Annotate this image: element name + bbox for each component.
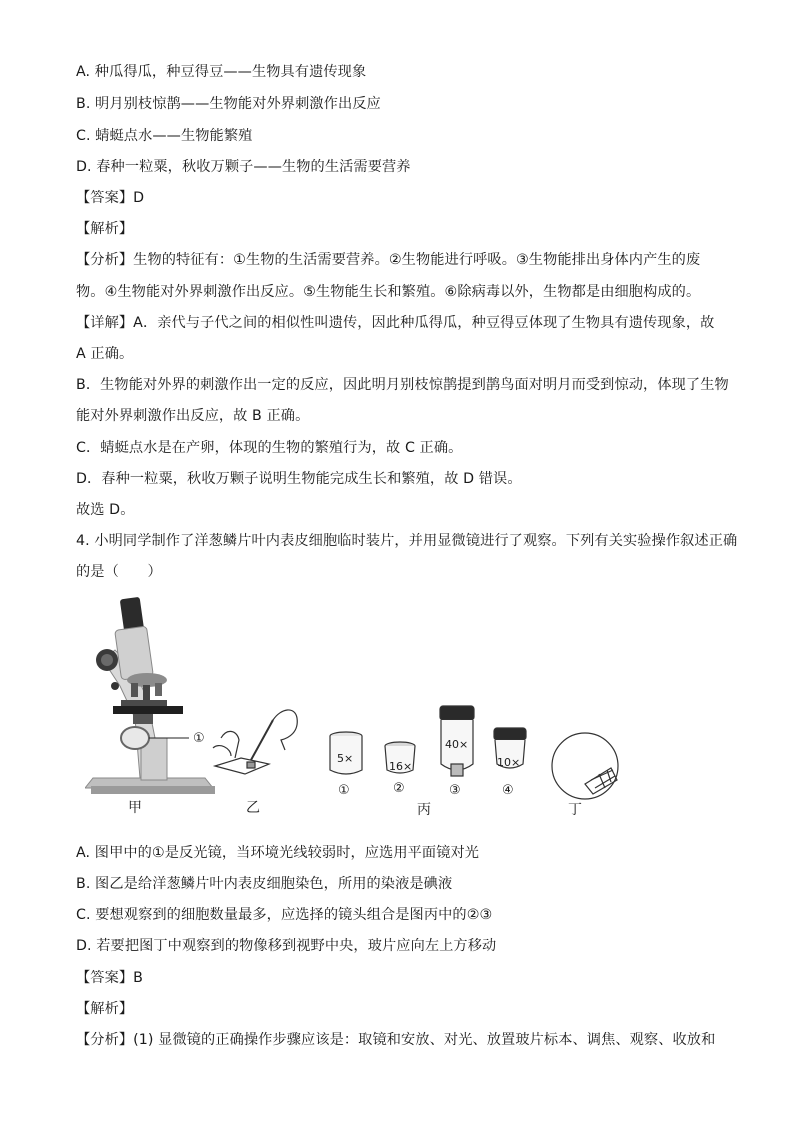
- q3-explanation-line: A 正确。: [76, 346, 134, 362]
- staining-illustration: [213, 710, 297, 774]
- q3-explanation-line: 能对外界刺激作出反应，故 B 正确。: [76, 408, 310, 424]
- q4-option-b: B. 图乙是给洋葱鳞片叶内表皮细胞染色，所用的染液是碘液: [76, 876, 453, 892]
- q4-option-d: D. 若要把图丁中观察到的物像移到视野中央，玻片应向左上方移动: [76, 938, 497, 954]
- lens-label: 40×: [445, 738, 469, 751]
- q4-analysis-label: 【解析】: [76, 1001, 134, 1017]
- q4-stem-line: 的是（ ）: [76, 564, 162, 580]
- q3-option-c: C. 蜻蜓点水——生物能繁殖: [76, 128, 253, 144]
- q4-figure: [85, 588, 645, 820]
- q3-explanation-line: 【分析】生物的特征有：①生物的生活需要营养。②生物能进行呼吸。③生物能排出身体内产生的废: [76, 252, 701, 268]
- q3-explanation-line: C．蜻蜓点水是在产卵，体现的生物的繁殖行为，故 C 正确。: [76, 440, 463, 456]
- q3-answer: 【答案】D: [76, 190, 145, 206]
- q4-stem-line: 4. 小明同学制作了洋葱鳞片叶内表皮细胞临时装片，并用显微镜进行了观察。下列有关实验操作叙述正确: [76, 533, 738, 549]
- lens-number: ①: [338, 783, 350, 798]
- q3-explanation-line: 物。④生物能对外界刺激作出反应。⑤生物能生长和繁殖。⑥除病毒以外，生物都是由细胞构成的。: [76, 284, 701, 300]
- caption-bing: 丙: [417, 802, 431, 818]
- q3-option-d: D. 春种一粒粟，秋收万颗子——生物的生活需要营养: [76, 159, 411, 175]
- q4-answer: 【答案】B: [76, 970, 143, 986]
- lens-label: 5×: [337, 752, 354, 765]
- microscope-illustration: [85, 597, 215, 794]
- q4-option-a: A. 图甲中的①是反光镜，当环境光线较弱时，应选用平面镜对光: [76, 845, 480, 861]
- lens-label: 10×: [497, 756, 521, 769]
- lens-label: 16×: [389, 760, 413, 773]
- microscope-figure: [85, 588, 645, 820]
- q3-analysis-label: 【解析】: [76, 221, 134, 237]
- lens-number: ②: [393, 781, 405, 796]
- q3-explanation-line: D．春种一粒粟，秋收万颗子说明生物能完成生长和繁殖，故 D 错误。: [76, 471, 522, 487]
- q3-option-a: A. 种瓜得瓜，种豆得豆——生物具有遗传现象: [76, 64, 367, 80]
- lens-number: ④: [502, 783, 514, 798]
- caption-yi: 乙: [246, 800, 260, 816]
- mirror-marker: ①: [193, 731, 205, 746]
- caption-jia: 甲: [128, 800, 142, 816]
- q3-explanation-line: 【详解】A．亲代与子代之间的相似性叫遗传，因此种瓜得瓜，种豆得豆体现了生物具有遗传现象，故: [76, 315, 715, 331]
- q3-option-b: B. 明月别枝惊鹊——生物能对外界刺激作出反应: [76, 96, 381, 112]
- view-field: [552, 733, 618, 799]
- q4-option-c: C. 要想观察到的细胞数量最多，应选择的镜头组合是图丙中的②③: [76, 907, 493, 923]
- q4-explanation-line: 【分析】(1) 显微镜的正确操作步骤应该是：取镜和安放、对光、放置玻片标本、调焦、观察、收放和: [76, 1032, 716, 1048]
- lens-number: ③: [449, 783, 461, 798]
- caption-ding: 丁: [568, 802, 582, 818]
- q3-explanation-line: B．生物能对外界的刺激作出一定的反应，因此明月别枝惊鹊提到鹊鸟面对明月而受到惊动，体现了生物: [76, 377, 729, 393]
- q3-explanation-line: 故选 D。: [76, 502, 135, 518]
